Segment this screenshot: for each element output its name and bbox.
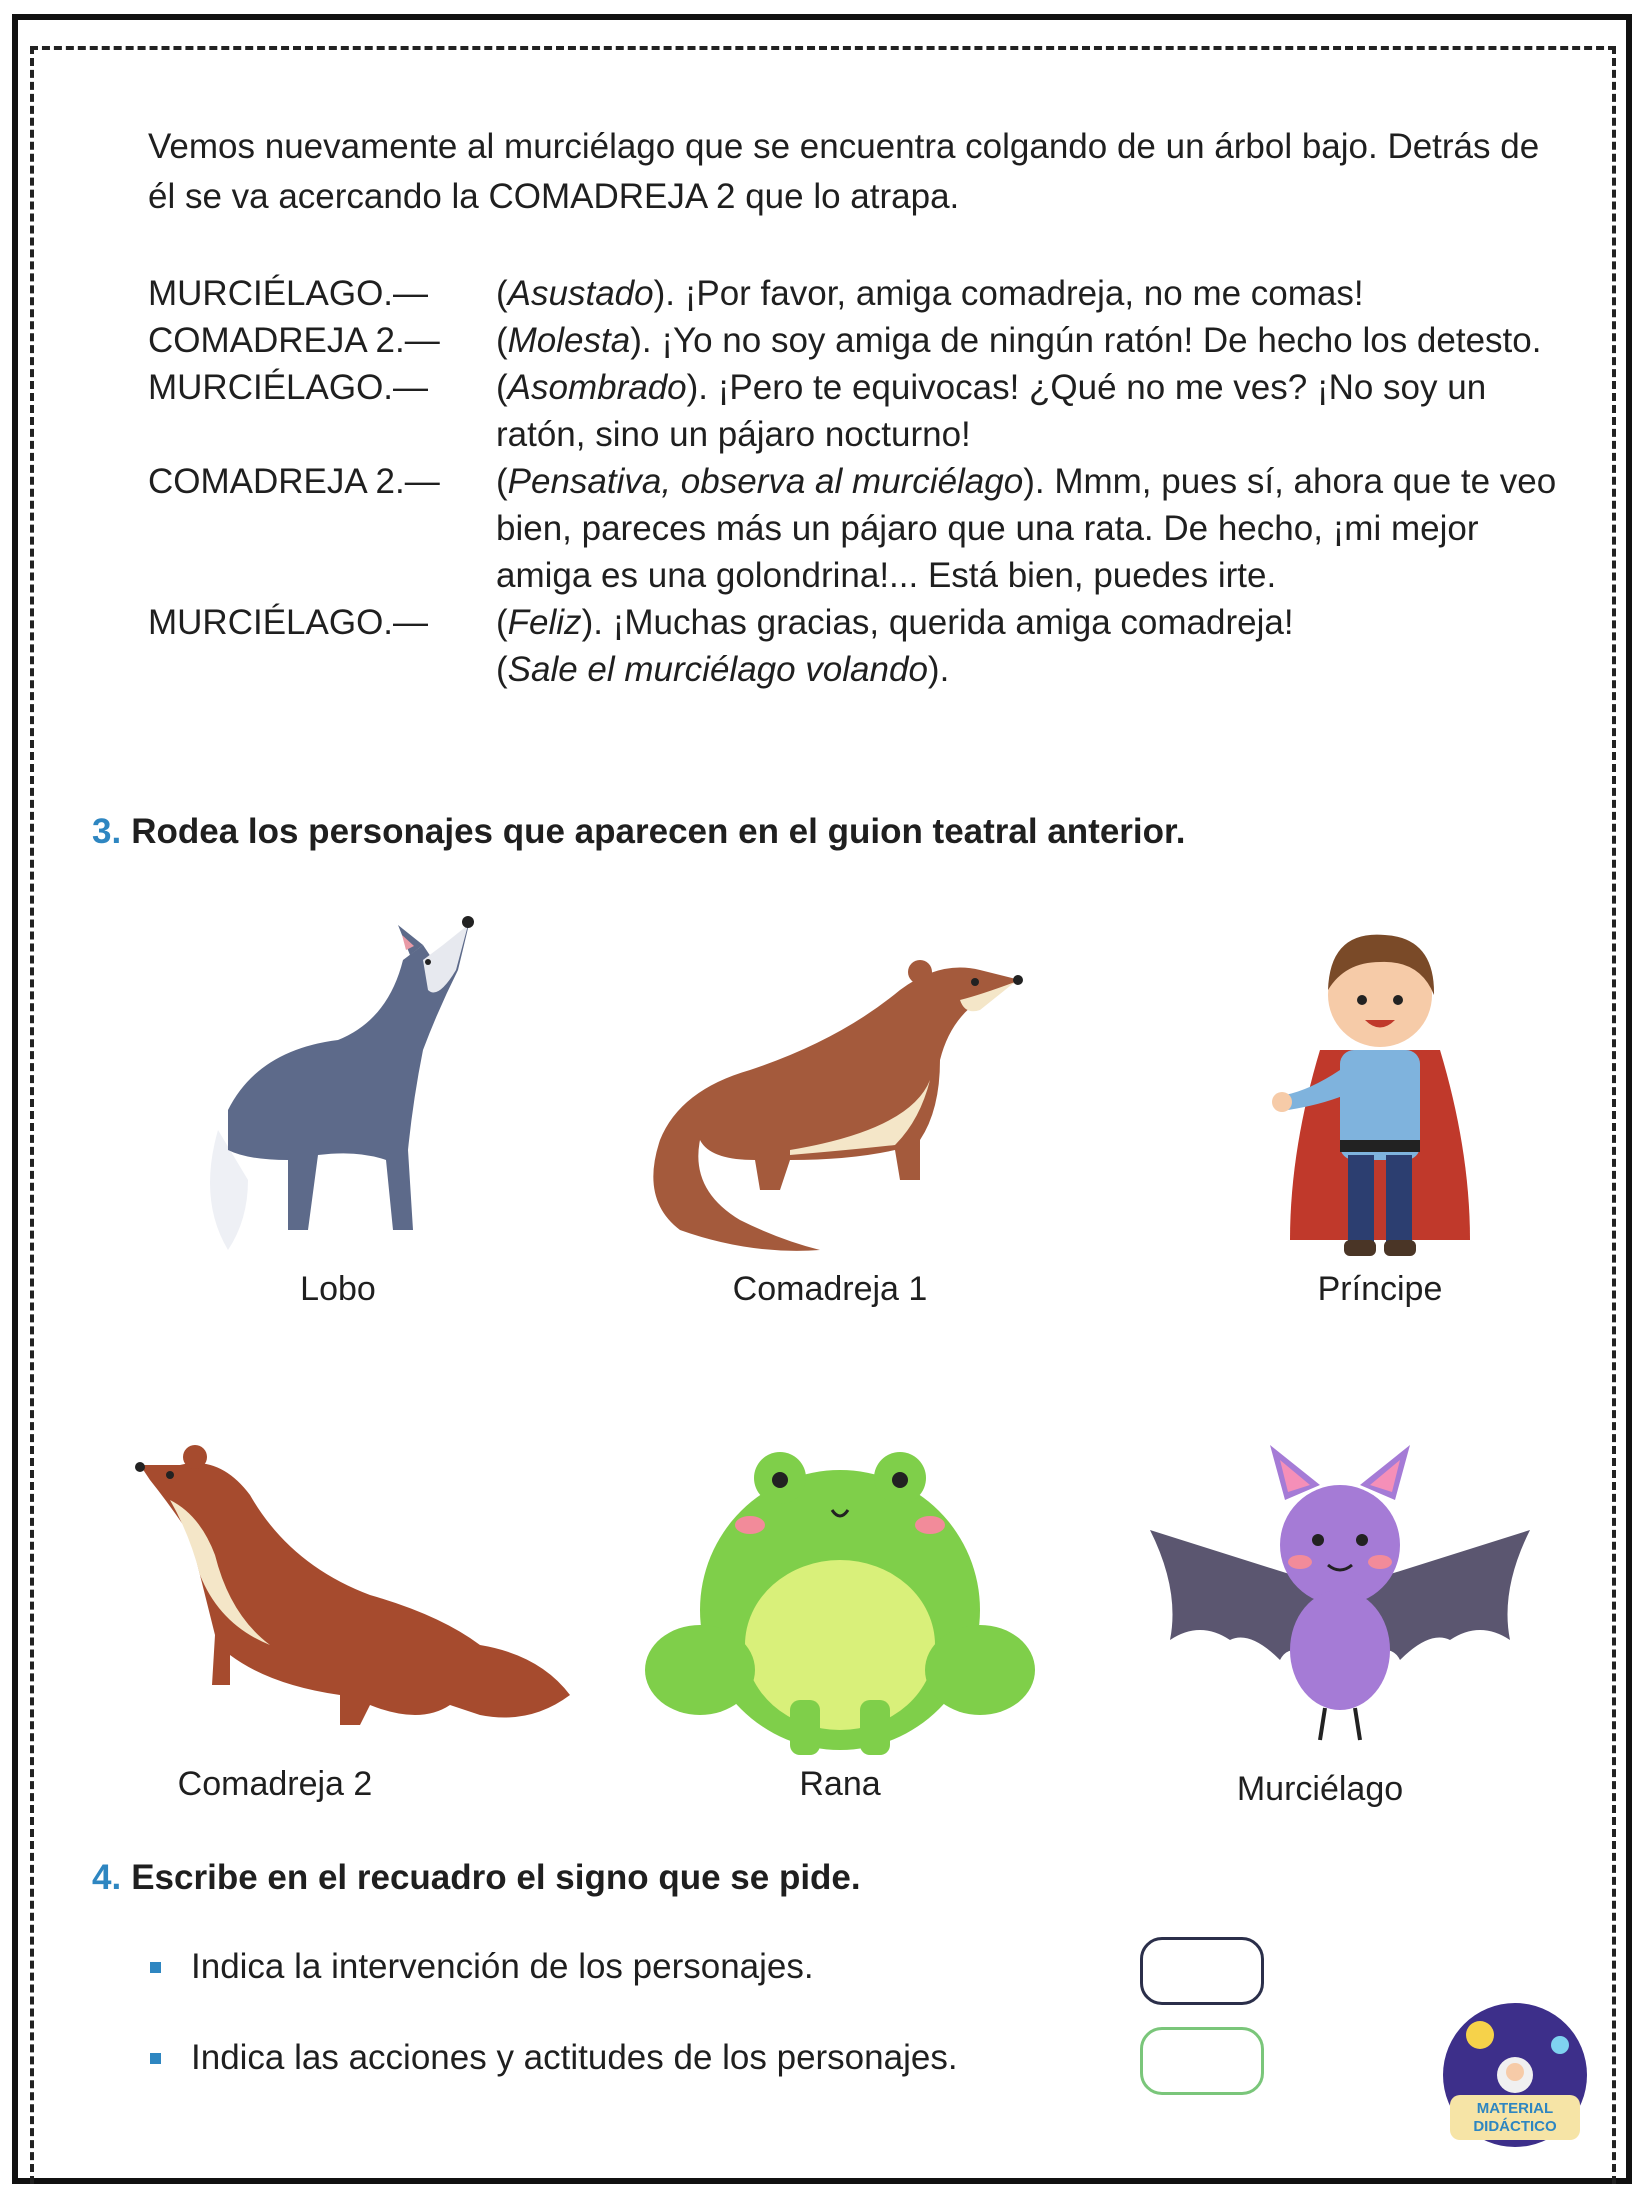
weasel-icon xyxy=(120,1425,580,1765)
speaker-name: MURCIÉLAGO.— xyxy=(148,274,429,313)
task-text: Indica la intervención de los personajes. xyxy=(191,1947,814,1986)
task-item xyxy=(150,1947,814,1987)
character-label: Príncipe xyxy=(1317,1270,1443,1308)
character-wolf[interactable] xyxy=(128,900,548,1309)
script-line xyxy=(148,458,1568,599)
speech-text: (Molesta). ¡Yo no soy amiga de ningún ratón! De hecho los detesto. xyxy=(496,321,1542,360)
character-bat[interactable] xyxy=(1110,1440,1530,1809)
stage-direction: Asombrado xyxy=(507,368,687,407)
question-4 xyxy=(92,1858,861,1898)
character-frog[interactable] xyxy=(630,1430,1050,1804)
stage-direction: Feliz xyxy=(507,603,582,642)
weasel-icon xyxy=(620,900,1040,1270)
bullet-icon xyxy=(150,2053,161,2064)
bullet-icon xyxy=(150,1962,161,1973)
stage-direction: Sale el murciélago volando xyxy=(507,650,928,689)
speech-text: (Asustado). ¡Por favor, amiga comadreja, no me comas! xyxy=(496,274,1364,313)
question-number: 3. xyxy=(92,812,122,851)
character-weasel-2[interactable] xyxy=(120,1425,540,1804)
frog-icon xyxy=(640,1430,1040,1765)
character-label: Lobo xyxy=(300,1270,376,1308)
speaker-name: COMADREJA 2.— xyxy=(148,321,440,360)
task-text: Indica las acciones y actitudes de los personajes. xyxy=(191,2038,958,2077)
stage-direction: Asustado xyxy=(507,274,654,313)
wolf-icon xyxy=(188,900,488,1270)
character-label: Comadreja 1 xyxy=(732,1270,928,1308)
script-line xyxy=(148,364,1568,458)
logo-text-line1: MATERIAL xyxy=(1476,2100,1554,2117)
speaker-name: COMADREJA 2.— xyxy=(148,462,440,501)
character-label: Rana xyxy=(799,1765,881,1803)
answer-box-2[interactable] xyxy=(1140,2027,1264,2095)
theater-script xyxy=(148,270,1568,693)
character-label: Murciélago xyxy=(1236,1770,1404,1808)
task-item xyxy=(150,2038,958,2078)
question-3 xyxy=(92,812,1185,852)
answer-box-1[interactable] xyxy=(1140,1937,1264,2005)
script-line xyxy=(148,599,1568,693)
prince-icon xyxy=(1230,900,1530,1270)
script-line xyxy=(148,317,1568,364)
speaker-name: MURCIÉLAGO.— xyxy=(148,603,429,642)
question-text: Rodea los personajes que aparecen en el guion teatral anterior. xyxy=(131,812,1186,851)
stage-direction: Pensativa, observa al murciélago xyxy=(507,462,1024,501)
speech-text: (Asombrado). ¡Pero te equivocas! ¿Qué no me ves? ¡No soy un ratón, sino un pájaro nocturno! xyxy=(496,368,1487,454)
character-label: Comadreja 2 xyxy=(177,1765,373,1803)
speech-text: (Feliz). ¡Muchas gracias, querida amiga comadreja! (Sale el murciélago volando). xyxy=(496,603,1294,689)
speech-text: (Pensativa, observa al murciélago). Mmm, pues sí, ahora que te veo bien, pareces más un pájaro que una rata. De hecho, ¡mi mejor amiga es una golondrina!... Está bien, puedes irte. xyxy=(496,462,1557,595)
character-prince[interactable] xyxy=(1170,900,1590,1309)
logo-text-line2: DIDÁCTICO xyxy=(1473,2118,1557,2135)
script-line xyxy=(148,270,1568,317)
question-text: Escribe en el recuadro el signo que se pide. xyxy=(131,1858,861,1897)
character-weasel-1[interactable] xyxy=(620,900,1040,1309)
speaker-name: MURCIÉLAGO.— xyxy=(148,368,429,407)
stage-direction: Molesta xyxy=(507,321,631,360)
material-didactico-logo xyxy=(1440,2000,1590,2150)
intro-paragraph: Vemos nuevamente al murciélago que se encuentra colgando de un árbol bajo. Detrás de él se va acercando la COMADREJA 2 que lo atrapa. xyxy=(148,127,1540,216)
question-number: 4. xyxy=(92,1858,122,1897)
bat-icon xyxy=(1110,1440,1570,1770)
